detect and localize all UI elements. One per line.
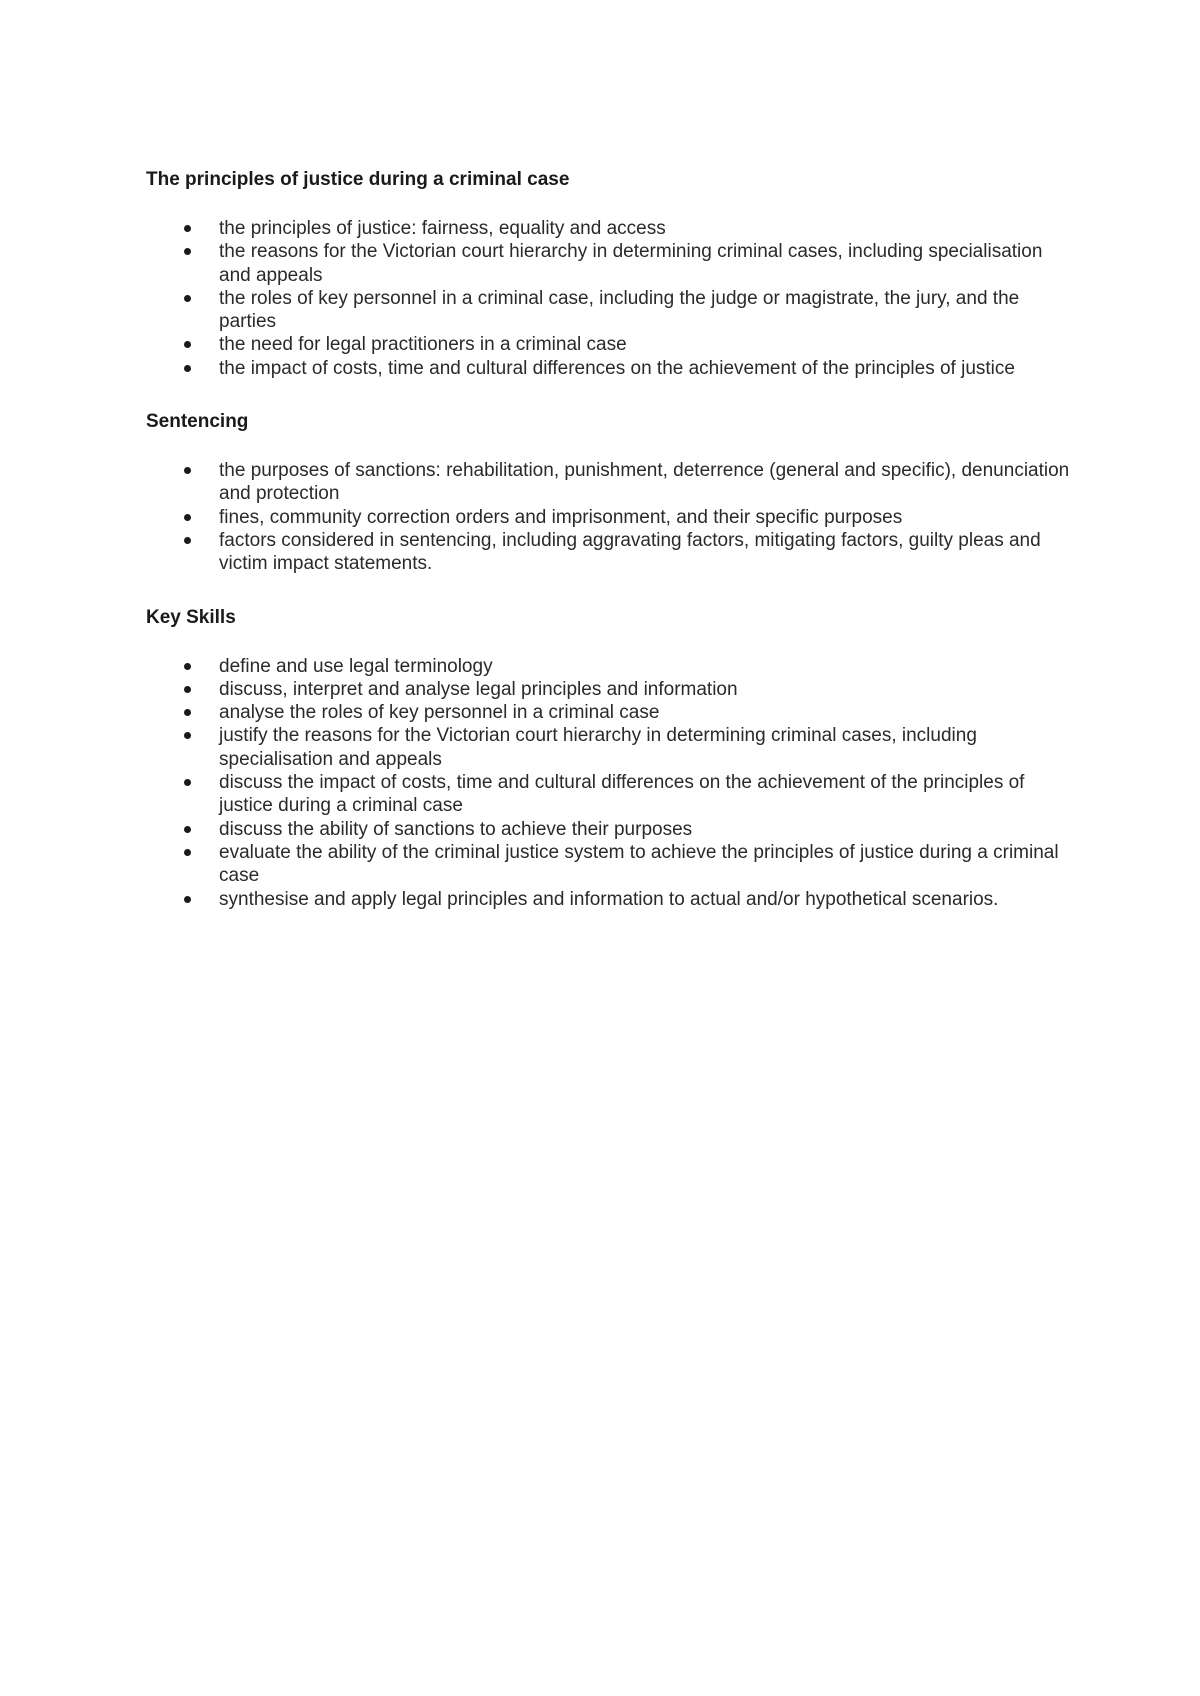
list-item <box>146 888 1076 911</box>
bullet-icon <box>184 779 191 786</box>
bullet-icon <box>184 732 191 739</box>
list-item-text: define and use legal terminology <box>219 655 493 677</box>
list-item-text: the principles of justice: fairness, equality and access <box>219 218 666 239</box>
list-item <box>146 724 1076 771</box>
list-item-text: analyse the roles of key personnel in a criminal case <box>219 702 660 724</box>
bullet-icon <box>184 225 191 232</box>
list-item <box>146 240 1076 287</box>
bullet-list <box>146 655 1076 911</box>
bullet-icon <box>184 537 191 544</box>
list-item <box>146 678 1076 701</box>
list-item-text: the roles of key personnel in a criminal case, including the judge or magistrate, the jury, and the parties <box>219 287 1020 333</box>
bullet-icon <box>184 248 191 255</box>
list-item <box>146 333 1076 356</box>
section-heading: Sentencing <box>146 411 249 433</box>
list-item-text: evaluate the ability of the criminal justice system to achieve the principles of justice during a criminal case <box>219 841 1059 887</box>
list-item-text: the impact of costs, time and cultural differences on the achievement of the principles of justice <box>219 357 1015 379</box>
list-item <box>146 357 1076 380</box>
section-principles-of-justice <box>146 168 1076 380</box>
list-item-text: the need for legal practitioners in a criminal case <box>219 334 627 356</box>
bullet-icon <box>184 295 191 302</box>
list-item <box>146 818 1076 841</box>
list-item-text: discuss the impact of costs, time and cultural differences on the achievement of the principles of justice during a criminal case <box>219 772 1025 817</box>
list-item-text: fines, community correction orders and imprisonment, and their specific purposes <box>219 506 903 528</box>
list-item-text: factors considered in sentencing, including aggravating factors, mitigating factors, guilty pleas and victim impact statements. <box>219 529 1041 575</box>
list-item-text: synthesise and apply legal principles and information to actual and/or hypothetical scenarios. <box>219 888 999 910</box>
list-item-text: the purposes of sanctions: rehabilitation, punishment, deterrence (general and specific), denunciation and protection <box>219 460 1070 505</box>
bullet-icon <box>184 514 191 521</box>
list-item <box>146 841 1076 888</box>
list-item-text: discuss the ability of sanctions to achieve their purposes <box>219 818 693 840</box>
bullet-icon <box>184 365 191 372</box>
bullet-list <box>146 459 1076 575</box>
section-key-skills <box>146 606 1076 911</box>
bullet-icon <box>184 709 191 716</box>
list-item-text: justify the reasons for the Victorian court hierarchy in determining criminal cases, including specialisation and appeals <box>219 725 977 770</box>
section-heading: The principles of justice during a criminal case <box>146 169 570 190</box>
bullet-icon <box>184 849 191 856</box>
bullet-icon <box>184 686 191 693</box>
bullet-icon <box>184 826 191 833</box>
section-heading: Key Skills <box>146 606 236 628</box>
list-item <box>146 771 1076 818</box>
bullet-icon <box>184 467 191 474</box>
list-item <box>146 701 1076 724</box>
list-item <box>146 459 1076 506</box>
list-item <box>146 655 1076 678</box>
list-item <box>146 287 1076 334</box>
list-item-text: the reasons for the Victorian court hierarchy in determining criminal cases, including specialisation and appeals <box>219 241 1043 286</box>
list-item <box>146 529 1076 576</box>
bullet-list <box>146 217 1076 380</box>
list-item <box>146 217 1076 240</box>
bullet-icon <box>184 663 191 670</box>
bullet-icon <box>184 341 191 348</box>
bullet-icon <box>184 896 191 903</box>
list-item-text: discuss, interpret and analyse legal principles and information <box>219 678 738 700</box>
section-sentencing <box>146 410 1076 575</box>
list-item <box>146 506 1076 529</box>
document-content <box>146 168 1076 911</box>
